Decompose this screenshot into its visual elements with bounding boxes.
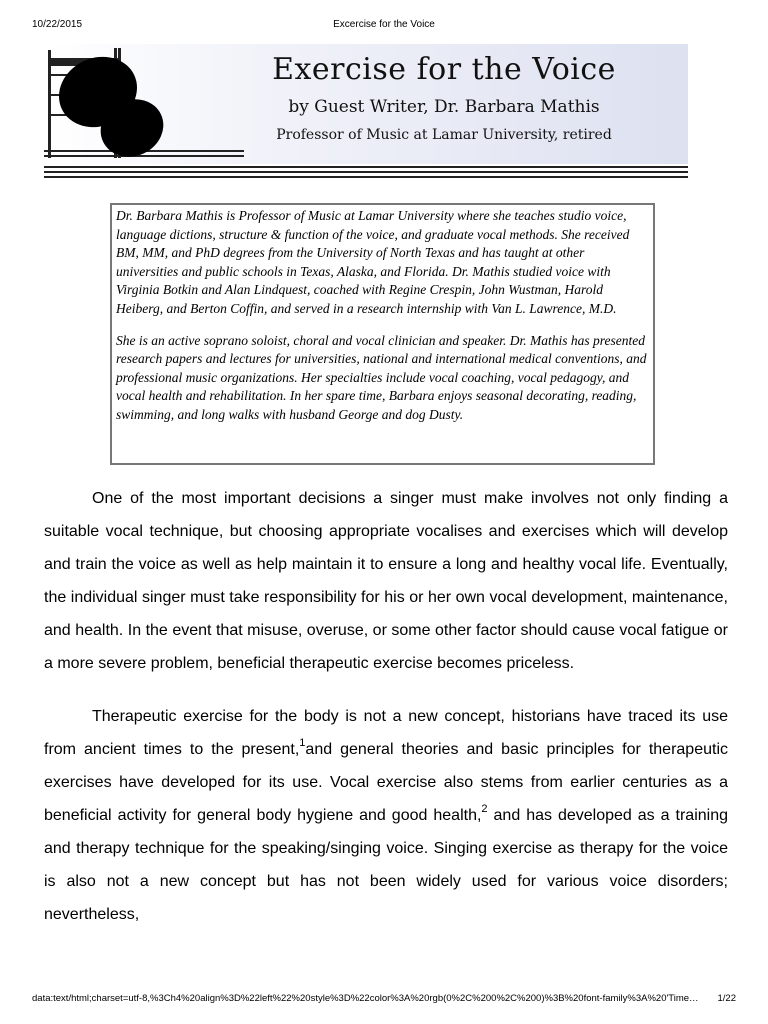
paragraph-text: and general theories and basic principles for therapeutic exercises have developed for its use. Vocal exercise also stems from earlier centuries as a beneficial activity for general body hygiene and good health, xyxy=(44,741,728,824)
print-date: 10/22/2015 xyxy=(32,19,83,30)
print-header xyxy=(0,0,768,40)
banner-title: Exercise for the Voice xyxy=(272,52,616,87)
print-url: data:text/html;charset=utf-8,%3Ch4%20align%3D%22left%22%20style%3D%22color%3A%20rgb(0%2C%200%2C%200)%3B%20font-family%3A%20'Time… xyxy=(32,993,699,1004)
article-paragraph-1: One of the most important decisions a singer must make involves not only finding a suitable vocal technique, but choosing appropriate vocalises and exercises which will develop and train the voice as well as help maintain it to ensure a long and healthy vocal life. Eventually, the individual singer must take responsibility for his or her own vocal development, maintenance, and health. In the event that misuse, overuse, or some other factor should cause vocal fatigue or a more severe problem, beneficial therapeutic exercise becomes priceless. xyxy=(44,490,728,672)
paragraph-text: and has developed as a training and therapy technique for the speaking/singing voice. Singing exercise as therapy for the voice is also not a new concept but has not been widely used for various voice disorders; nevertheless, xyxy=(44,807,729,923)
bio-paragraph: Dr. Barbara Mathis is Professor of Music at Lamar University where she teaches studio voice, language dictions, structure & function of the voice, and graduate vocal methods. She received BM, MM, and PhD degrees from the University of North Texas and has taught at other universities and public schools in Texas, Alaska, and Florida. Dr. Mathis studied voice with Virginia Botkin and Alan Lindquest, coached with Regine Crespin, John Wustman, Harold Heiberg, and Berton Coffin, and served in a research internship with Van L. Lawrence, M.D. xyxy=(116,208,630,316)
bio-paragraph: She is an active soprano soloist, choral and vocal clinician and speaker. Dr. Mathis has presented research papers and lectures for universities, national and international medical conventions, and professional music organizations. Her specialties include vocal coaching, vocal pedagogy, and vocal health and rehabilitation. In her spare time, Barbara enjoys seasonal decorating, reading, swimming, and long walks with husband George and dog Dusty. xyxy=(116,332,647,422)
footnote-ref-2[interactable]: 2 xyxy=(481,802,488,815)
page-number: 1/22 xyxy=(717,993,736,1004)
title-banner xyxy=(44,44,688,164)
banner-affiliation: Professor of Music at Lamar University, retired xyxy=(276,127,612,143)
print-document-title: Excercise for the Voice xyxy=(333,19,435,30)
paragraph-text: Therapeutic exercise for the body is not a new concept, historians have traced its use from ancient times to the present, xyxy=(44,708,728,758)
music-notes-logo xyxy=(44,44,244,164)
footnote-ref-1[interactable]: 1 xyxy=(299,736,306,749)
print-footer xyxy=(0,990,768,1010)
article-paragraph-2 xyxy=(44,700,728,931)
banner-byline: by Guest Writer, Dr. Barbara Mathis xyxy=(288,97,600,117)
author-bio-box xyxy=(110,203,655,465)
article-body xyxy=(44,482,728,951)
staff-lines-divider xyxy=(44,164,688,178)
